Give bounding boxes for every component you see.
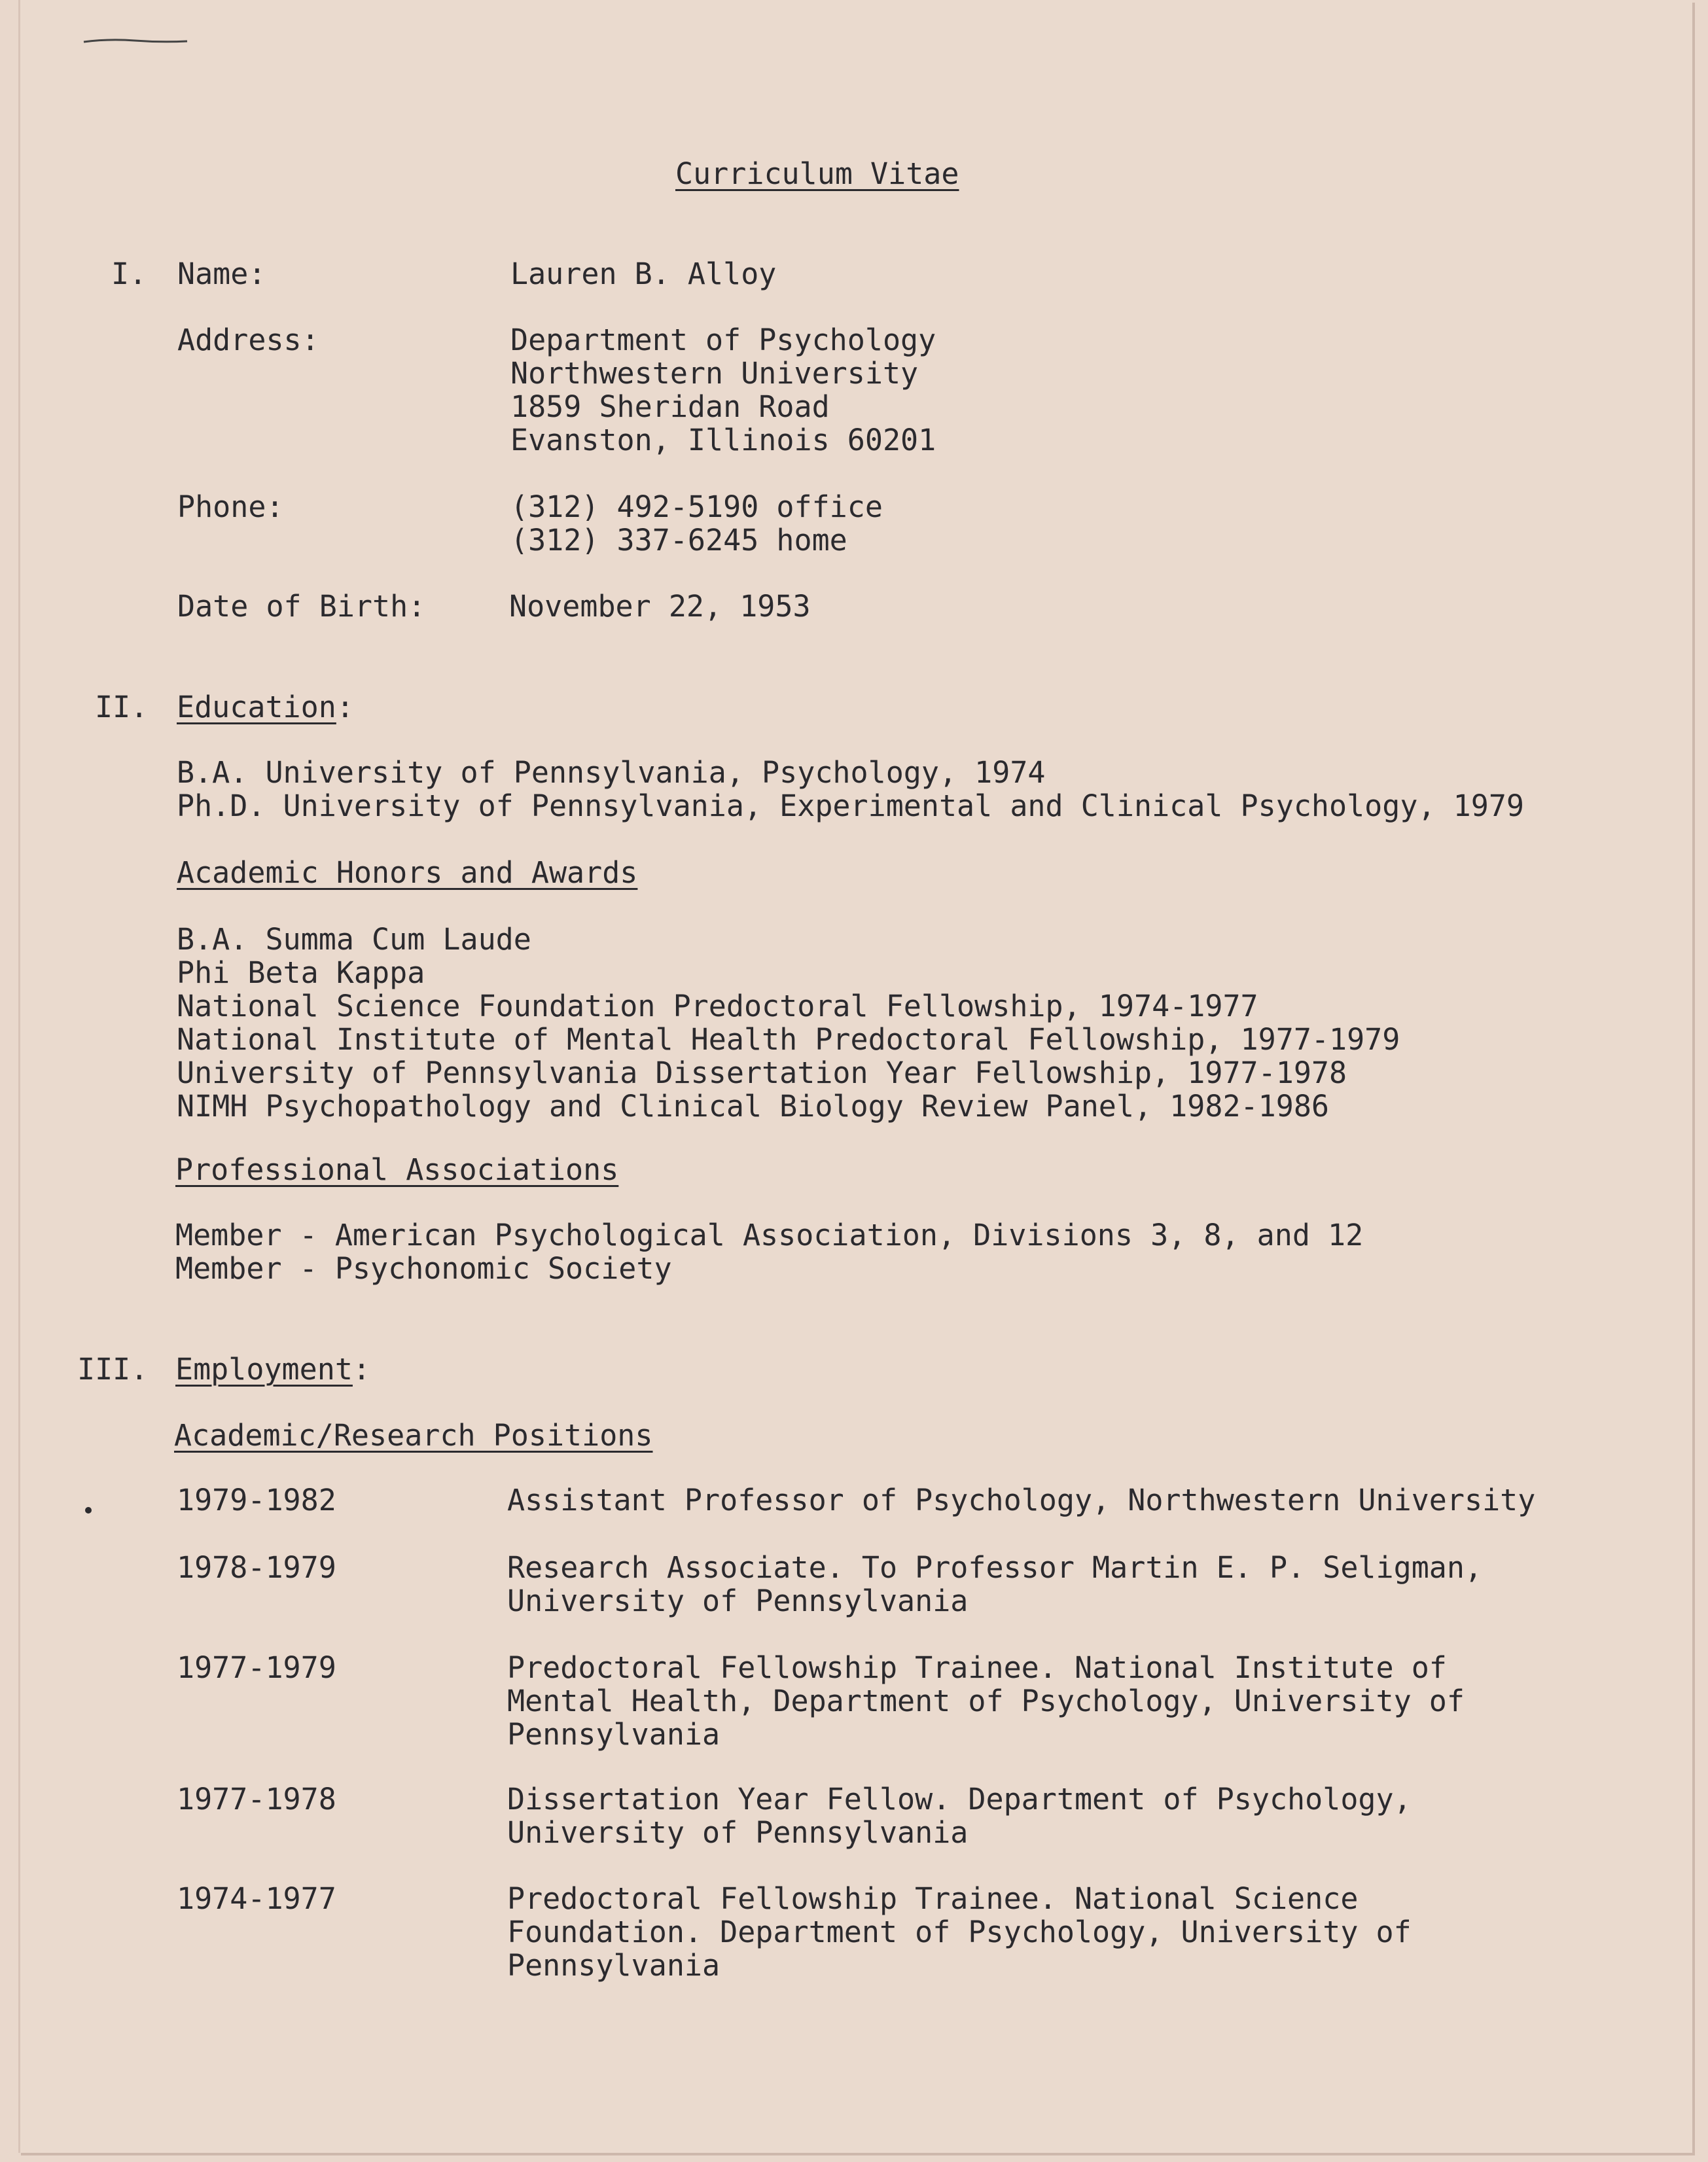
phone-line: (312) 492-5190 office (510, 489, 883, 524)
dob-label: Date of Birth: (177, 589, 426, 624)
association-item: Member - Psychonomic Society (175, 1251, 672, 1286)
honor-item: B.A. Summa Cum Laude (177, 922, 531, 957)
position-line: Assistant Professor of Psychology, Northwestern University (507, 1483, 1536, 1517)
phone-block (510, 490, 883, 557)
position-years: 1974-1977 (177, 1881, 336, 1916)
honor-item: National Institute of Mental Health Predoctoral Fellowship, 1977-1979 (177, 1022, 1400, 1057)
section-3-numeral: III. (77, 1352, 149, 1387)
position-line: Pennsylvania (507, 1948, 721, 1983)
education-heading-wrap (177, 690, 354, 724)
degree-list (177, 756, 1524, 823)
document-title: Curriculum Vitae (675, 156, 959, 191)
address-block (510, 323, 936, 457)
positions-heading: Academic/Research Positions (174, 1418, 653, 1453)
education-heading-colon: : (336, 690, 354, 724)
dob-value: November 22, 1953 (509, 589, 811, 624)
honor-item: NIMH Psychopathology and Clinical Biology Review Panel, 1982-1986 (177, 1089, 1329, 1124)
position-line: Predoctoral Fellowship Trainee. National Science (507, 1881, 1359, 1916)
position-years: 1979-1982 (177, 1483, 336, 1517)
position-description (507, 1483, 1535, 1517)
position-years: 1977-1979 (177, 1650, 336, 1685)
address-line: Northwestern University (510, 356, 919, 391)
position-line: Pennsylvania (507, 1717, 721, 1752)
phone-label: Phone: (177, 489, 284, 524)
address-label: Address: (177, 323, 319, 357)
employment-heading-colon: : (352, 1352, 371, 1387)
section-2-numeral: II. (95, 690, 149, 724)
position-line: Research Associate. To Professor Martin E. P. Seligman, (507, 1550, 1483, 1585)
position-line: University of Pennsylvania (507, 1584, 969, 1618)
employment-heading-wrap (175, 1353, 370, 1386)
honors-heading: Academic Honors and Awards (177, 855, 638, 890)
degree-item: B.A. University of Pennsylvania, Psychology, 1974 (177, 755, 1046, 790)
name-label: Name: (177, 257, 266, 291)
position-description (507, 1651, 1465, 1751)
associations-heading: Professional Associations (175, 1152, 619, 1187)
honor-item: Phi Beta Kappa (177, 955, 425, 990)
degree-item: Ph.D. University of Pennsylvania, Experimental and Clinical Psychology, 1979 (177, 789, 1525, 823)
honors-list (177, 923, 1400, 1123)
page-speck (85, 1507, 92, 1514)
position-years: 1978-1979 (177, 1550, 336, 1585)
position-line: Foundation. Department of Psychology, University of (507, 1915, 1412, 1949)
honor-item: National Science Foundation Predoctoral Fellowship, 1974-1977 (177, 989, 1258, 1023)
address-line: Evanston, Illinois 60201 (510, 423, 936, 457)
address-line: Department of Psychology (510, 323, 936, 357)
honor-item: University of Pennsylvania Dissertation Year Fellowship, 1977-1978 (177, 1055, 1347, 1090)
association-item: Member - American Psychological Association, Divisions 3, 8, and 12 (175, 1218, 1364, 1252)
section-1-numeral: I. (111, 257, 147, 291)
position-description (507, 1782, 1412, 1849)
position-line: Dissertation Year Fellow. Department of Psychology, (507, 1782, 1412, 1816)
position-line: Mental Health, Department of Psychology, University of (507, 1684, 1465, 1718)
position-line: University of Pennsylvania (507, 1815, 969, 1850)
name-value: Lauren B. Alloy (510, 257, 777, 291)
position-description (507, 1882, 1412, 1982)
position-years: 1977-1978 (177, 1782, 336, 1816)
education-heading: Education (177, 690, 336, 724)
address-line: 1859 Sheridan Road (510, 389, 830, 424)
phone-line: (312) 337-6245 home (510, 523, 847, 558)
employment-heading: Employment (175, 1352, 353, 1387)
pen-mark (82, 38, 190, 44)
position-line: Predoctoral Fellowship Trainee. National Institute of (507, 1650, 1447, 1685)
position-description (507, 1551, 1482, 1618)
associations-list (175, 1218, 1363, 1285)
